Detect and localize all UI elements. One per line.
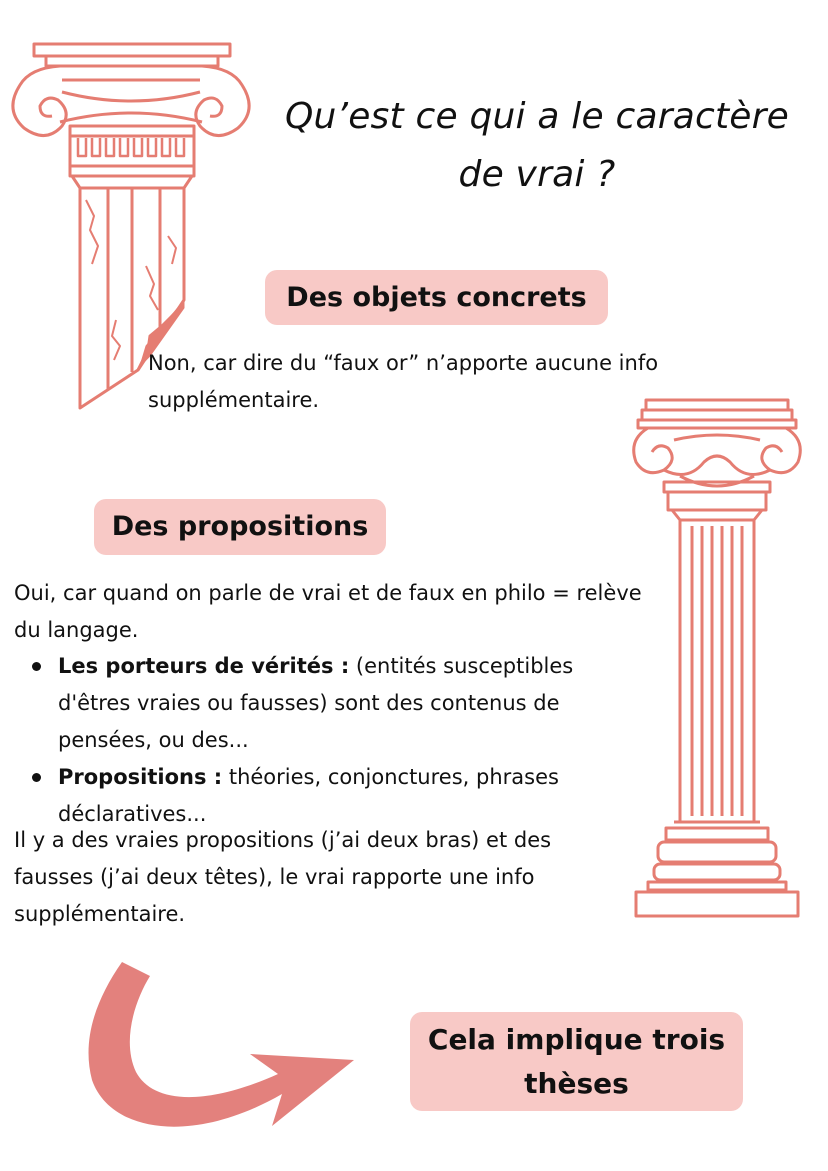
bullet-term: Les porteurs de vérités : (58, 654, 350, 678)
bullet-term: Propositions : (58, 765, 223, 789)
bullet-text: (entités susceptibles d'êtres vraies ou fausses) sont des contenus de pensées, ou des... (58, 654, 574, 752)
page-title: Qu’est ce qui a le caractère de vrai ? (285, 96, 789, 195)
heading-trois-theses: Cela implique trois thèses (410, 1012, 743, 1111)
bullet-text: théories, conjonctures, phrases déclaratives... (58, 765, 559, 826)
objets-concrets-text: Non, car dire du “faux or” n’apporte aucune info supplémentaire. (148, 351, 659, 412)
heading-objets-concrets: Des objets concrets (265, 270, 608, 325)
propositions-intro: Oui, car quand on parle de vrai et de faux en philo = relève du langage. (14, 581, 642, 642)
ionic-column-icon (628, 396, 808, 922)
propositions-bullet-list (14, 648, 634, 833)
list-item (14, 648, 634, 759)
propositions-conclusion: Il y a des vraies propositions (j’ai deux bras) et des fausses (j’ai deux têtes), le vrai rapporte une info supplémentaire. (14, 828, 552, 926)
curved-arrow-icon (82, 962, 362, 1162)
heading-propositions: Des propositions (94, 499, 386, 555)
